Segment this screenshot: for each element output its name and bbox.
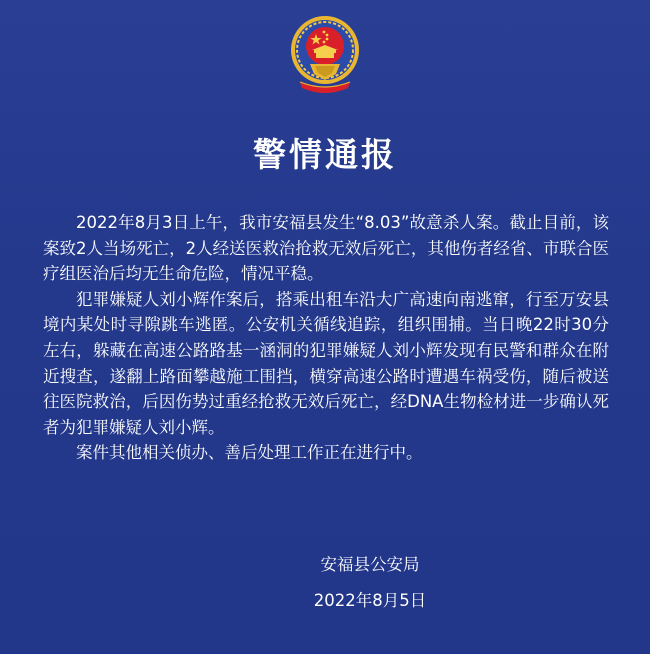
signature-organization: 安福县公安局 xyxy=(320,555,420,574)
paragraph-2: 犯罪嫌疑人刘小辉作案后，搭乘出租车沿大广高速向南逃窜，行至万安县境内某处时寻隙跳车逃匿。公安机关循线追踪，组织围捕。当日晚22时30分左右，躲藏在高速公路路基一涵洞的犯罪嫌疑人刘小辉发现有民警和群众在附近搜查，遂翻上路面攀越施工围挡，横穿高速公路时遭遇车祸受伤，随后被送往医院救治，后因伤势过重经抢救无效后死亡，经DNA生物检材进一步确认死者为犯罪嫌疑人刘小辉。 xyxy=(43,289,609,437)
police-emblem-icon xyxy=(288,12,362,96)
notice-body xyxy=(43,210,609,466)
notice-title: 警情通报 xyxy=(253,135,397,174)
signature-date: 2022年8月5日 xyxy=(313,591,427,610)
paragraph-1: 2022年8月3日上午，我市安福县发生“8.03”故意杀人案。截止目前，该案致2人当场死亡，2人经送医救治抢救无效后死亡，其他伤者经省、市联合医疗组医治后均无生命危险，情况平稳。 xyxy=(43,213,609,284)
paragraph-3: 案件其他相关侦办、善后处理工作正在进行中。 xyxy=(76,443,423,463)
